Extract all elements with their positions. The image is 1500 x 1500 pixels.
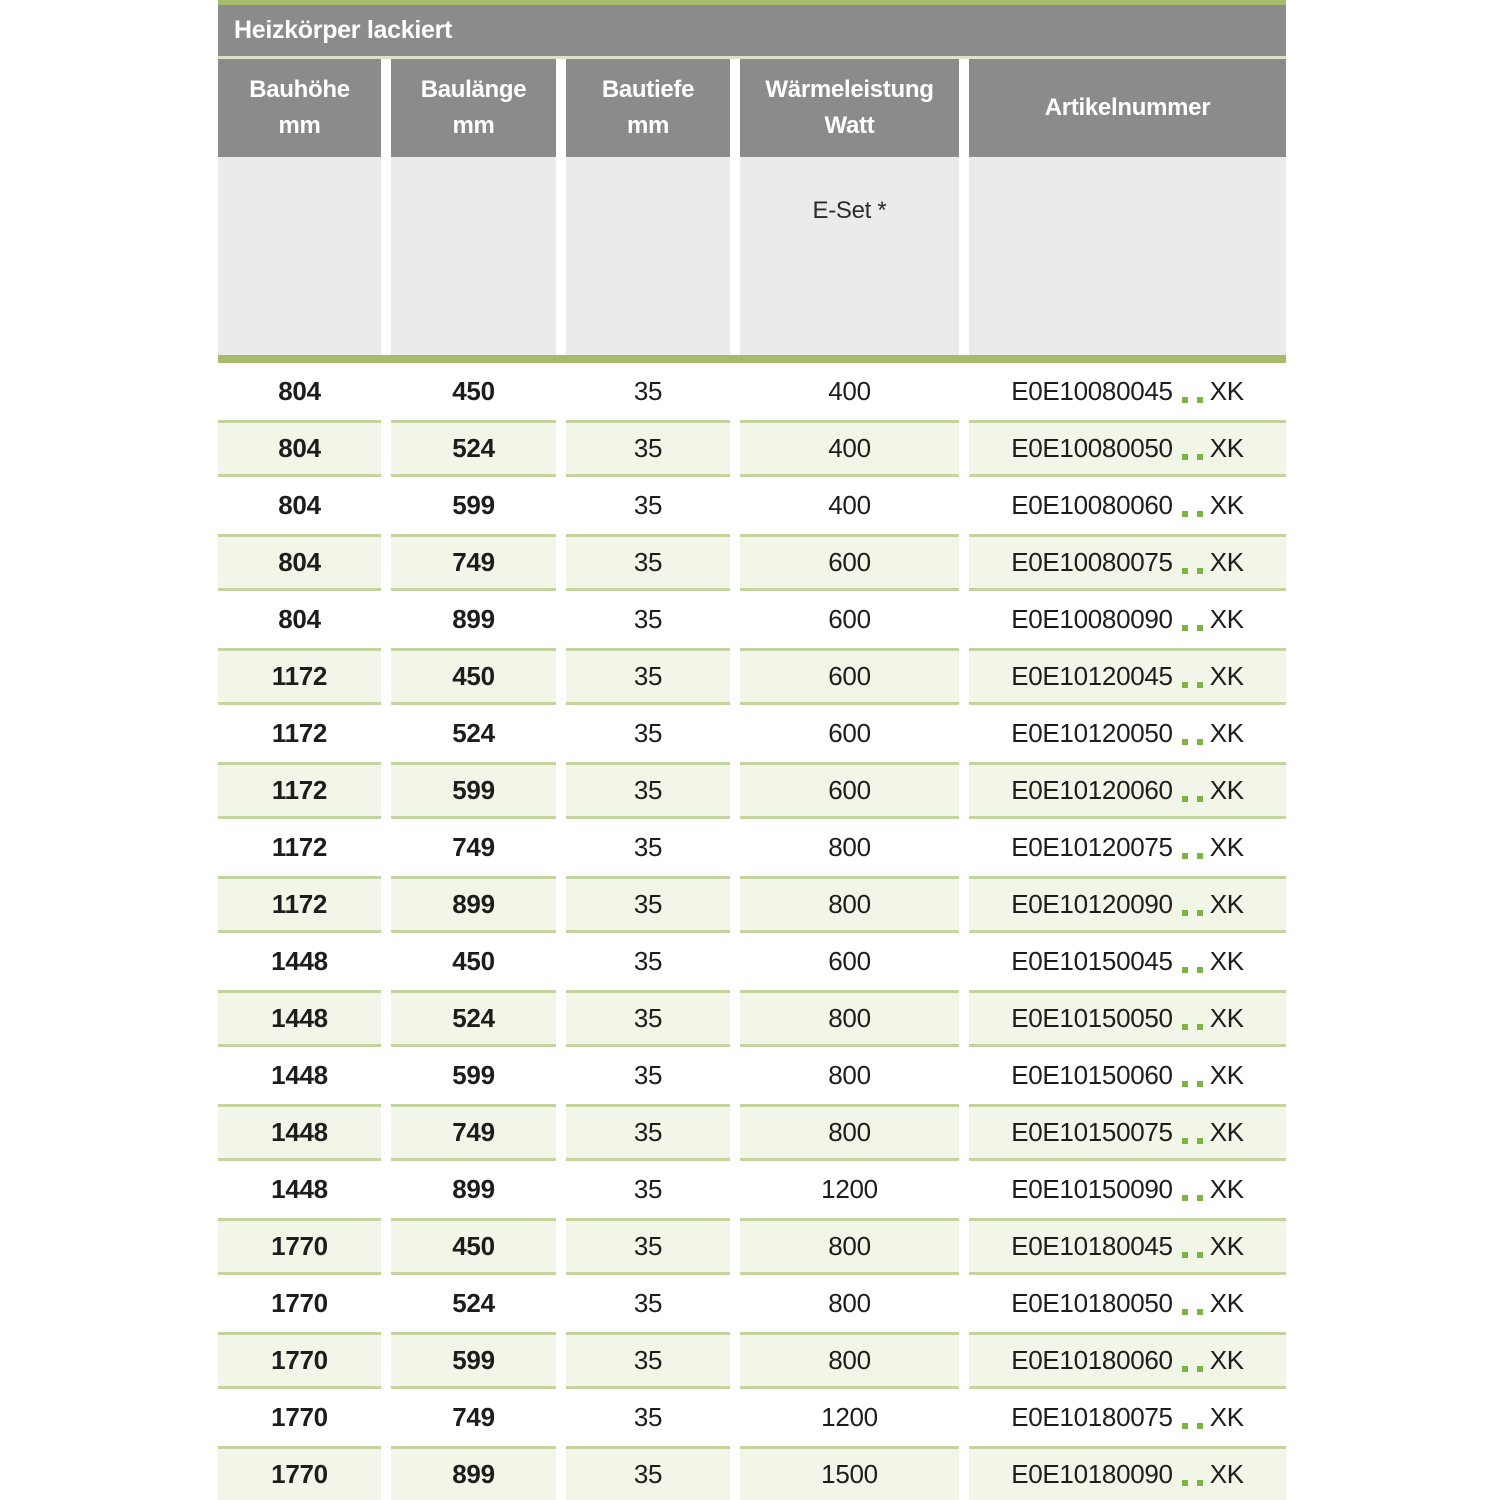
cell-baulaenge: 599 [391, 1047, 556, 1104]
eset-label: E-Set * [812, 197, 887, 224]
cell-bauhoehe: 1770 [218, 1389, 381, 1446]
placeholder-dot-icon [1197, 1081, 1203, 1087]
article-suffix: XK [1209, 1231, 1244, 1261]
placeholder-dot-icon [1182, 1081, 1188, 1087]
cell-artikelnummer [969, 1446, 1286, 1500]
cell-baulaenge: 749 [391, 819, 556, 876]
placeholder-dot-icon [1197, 910, 1203, 916]
placeholder-dot-icon [1182, 397, 1188, 403]
placeholder-dot-icon [1197, 1366, 1203, 1372]
cell-bauhoehe: 1172 [218, 819, 381, 876]
table-row [218, 933, 1286, 990]
cell-artikelnummer [969, 534, 1286, 591]
article-suffix: XK [1209, 1459, 1244, 1489]
subheader-cell-waermeleistung [740, 157, 959, 355]
table-row [218, 1275, 1286, 1332]
cell-artikelnummer [969, 762, 1286, 819]
cell-watt: 800 [740, 1332, 959, 1389]
placeholder-dot-icon [1182, 1480, 1188, 1486]
article-suffix: XK [1209, 775, 1244, 805]
placeholder-dot-icon [1197, 397, 1203, 403]
article-number: E0E10120060 [1011, 775, 1173, 805]
placeholder-dot-icon [1182, 682, 1188, 688]
cell-bautiefe: 35 [566, 363, 730, 420]
placeholder-dot-icon [1182, 1138, 1188, 1144]
header-label: Bauhöhe [249, 76, 350, 103]
cell-bauhoehe: 804 [218, 363, 381, 420]
cell-baulaenge: 749 [391, 534, 556, 591]
article-suffix: XK [1209, 547, 1244, 577]
article-number: E0E10180090 [1011, 1459, 1173, 1489]
cell-watt: 400 [740, 363, 959, 420]
cell-bautiefe: 35 [566, 534, 730, 591]
cell-bauhoehe: 1770 [218, 1275, 381, 1332]
header-label: Wärmeleistung [765, 76, 934, 103]
table-row [218, 477, 1286, 534]
article-number: E0E10180050 [1011, 1288, 1173, 1318]
cell-watt: 400 [740, 420, 959, 477]
rows-container [218, 363, 1286, 1500]
placeholder-dot-icon [1197, 682, 1203, 688]
cell-bautiefe: 35 [566, 705, 730, 762]
table-row [218, 876, 1286, 933]
article-number: E0E10080090 [1011, 604, 1173, 634]
cell-baulaenge: 524 [391, 990, 556, 1047]
cell-bautiefe: 35 [566, 1446, 730, 1500]
article-number: E0E10150050 [1011, 1003, 1173, 1033]
cell-watt: 1500 [740, 1446, 959, 1500]
article-suffix: XK [1209, 376, 1244, 406]
cell-baulaenge: 899 [391, 876, 556, 933]
cell-baulaenge: 899 [391, 1446, 556, 1500]
placeholder-dot-icon [1197, 739, 1203, 745]
cell-artikelnummer [969, 1389, 1286, 1446]
cell-bautiefe: 35 [566, 1104, 730, 1161]
cell-bauhoehe: 1172 [218, 762, 381, 819]
article-suffix: XK [1209, 1060, 1244, 1090]
header-unit: mm [626, 112, 670, 139]
header-label: Artikelnummer [1044, 94, 1211, 121]
article-number: E0E10120075 [1011, 832, 1173, 862]
cell-artikelnummer [969, 990, 1286, 1047]
cell-watt: 600 [740, 534, 959, 591]
cell-watt: 600 [740, 933, 959, 990]
cell-baulaenge: 450 [391, 648, 556, 705]
article-suffix: XK [1209, 1345, 1244, 1375]
cell-bauhoehe: 1172 [218, 705, 381, 762]
article-number: E0E10120050 [1011, 718, 1173, 748]
table-row [218, 819, 1286, 876]
subheader-cell-bautiefe [566, 157, 730, 355]
header-label: Baulänge [420, 76, 527, 103]
cell-watt: 600 [740, 648, 959, 705]
cell-bautiefe: 35 [566, 876, 730, 933]
article-number: E0E10180060 [1011, 1345, 1173, 1375]
cell-bautiefe: 35 [566, 591, 730, 648]
cell-bautiefe: 35 [566, 819, 730, 876]
article-number: E0E10150075 [1011, 1117, 1173, 1147]
cell-bauhoehe: 1448 [218, 1104, 381, 1161]
table-row [218, 1161, 1286, 1218]
cell-watt: 800 [740, 819, 959, 876]
placeholder-dot-icon [1182, 853, 1188, 859]
placeholder-dot-icon [1197, 625, 1203, 631]
cell-bautiefe: 35 [566, 420, 730, 477]
cell-artikelnummer [969, 876, 1286, 933]
article-suffix: XK [1209, 718, 1244, 748]
article-number: E0E10120090 [1011, 889, 1173, 919]
header-unit: mm [278, 112, 321, 139]
subheader-cell-artikelnummer [969, 157, 1286, 355]
article-suffix: XK [1209, 1003, 1244, 1033]
article-suffix: XK [1209, 1402, 1244, 1432]
placeholder-dot-icon [1182, 454, 1188, 460]
cell-artikelnummer [969, 1218, 1286, 1275]
article-suffix: XK [1209, 661, 1244, 691]
article-number: E0E10150060 [1011, 1060, 1173, 1090]
article-suffix: XK [1209, 604, 1244, 634]
cell-watt: 1200 [740, 1161, 959, 1218]
column-header-row [218, 59, 1286, 157]
placeholder-dot-icon [1182, 739, 1188, 745]
table-row [218, 420, 1286, 477]
placeholder-dot-icon [1182, 625, 1188, 631]
table-row [218, 1446, 1286, 1500]
cell-bauhoehe: 1448 [218, 990, 381, 1047]
cell-bauhoehe: 1770 [218, 1218, 381, 1275]
placeholder-dot-icon [1182, 511, 1188, 517]
cell-artikelnummer [969, 1104, 1286, 1161]
table-row [218, 648, 1286, 705]
cell-bauhoehe: 1448 [218, 1161, 381, 1218]
cell-bautiefe: 35 [566, 648, 730, 705]
article-suffix: XK [1209, 946, 1244, 976]
table-row [218, 990, 1286, 1047]
article-suffix: XK [1209, 889, 1244, 919]
placeholder-dot-icon [1182, 1252, 1188, 1258]
cell-bautiefe: 35 [566, 762, 730, 819]
cell-baulaenge: 450 [391, 1218, 556, 1275]
placeholder-dot-icon [1182, 1195, 1188, 1201]
article-suffix: XK [1209, 1174, 1244, 1204]
cell-baulaenge: 749 [391, 1104, 556, 1161]
cell-bautiefe: 35 [566, 1389, 730, 1446]
subheader-row [218, 157, 1286, 355]
cell-bauhoehe: 1448 [218, 1047, 381, 1104]
cell-baulaenge: 524 [391, 1275, 556, 1332]
placeholder-dot-icon [1182, 796, 1188, 802]
cell-bauhoehe: 804 [218, 534, 381, 591]
placeholder-dot-icon [1197, 454, 1203, 460]
cell-artikelnummer [969, 705, 1286, 762]
cell-bauhoehe: 1172 [218, 876, 381, 933]
table-row [218, 762, 1286, 819]
article-suffix: XK [1209, 832, 1244, 862]
article-number: E0E10150090 [1011, 1174, 1173, 1204]
column-header-bauhoehe [218, 59, 381, 157]
placeholder-dot-icon [1182, 967, 1188, 973]
product-table [218, 0, 1286, 1500]
cell-watt: 800 [740, 1047, 959, 1104]
table-row [218, 1047, 1286, 1104]
article-suffix: XK [1209, 1117, 1244, 1147]
cell-bauhoehe: 1770 [218, 1446, 381, 1500]
column-header-bautiefe [566, 59, 730, 157]
placeholder-dot-icon [1197, 1252, 1203, 1258]
cell-bautiefe: 35 [566, 990, 730, 1047]
cell-watt: 400 [740, 477, 959, 534]
cell-baulaenge: 899 [391, 1161, 556, 1218]
placeholder-dot-icon [1197, 511, 1203, 517]
article-number: E0E10080050 [1011, 433, 1173, 463]
cell-baulaenge: 899 [391, 591, 556, 648]
cell-bauhoehe: 1770 [218, 1332, 381, 1389]
subheader-cell-baulaenge [391, 157, 556, 355]
cell-watt: 800 [740, 876, 959, 933]
placeholder-dot-icon [1182, 1366, 1188, 1372]
header-unit: Watt [824, 112, 875, 139]
placeholder-dot-icon [1197, 853, 1203, 859]
cell-baulaenge: 450 [391, 933, 556, 990]
header-unit: mm [452, 112, 495, 139]
table-row [218, 534, 1286, 591]
cell-baulaenge: 524 [391, 705, 556, 762]
cell-artikelnummer [969, 819, 1286, 876]
cell-artikelnummer [969, 591, 1286, 648]
cell-artikelnummer [969, 1332, 1286, 1389]
cell-bautiefe: 35 [566, 1332, 730, 1389]
cell-bauhoehe: 804 [218, 420, 381, 477]
column-header-artikelnummer [969, 59, 1286, 157]
column-header-waermeleistung [740, 59, 959, 157]
cell-baulaenge: 524 [391, 420, 556, 477]
cell-watt: 800 [740, 990, 959, 1047]
article-number: E0E10180045 [1011, 1231, 1173, 1261]
cell-watt: 600 [740, 705, 959, 762]
cell-artikelnummer [969, 363, 1286, 420]
placeholder-dot-icon [1182, 1423, 1188, 1429]
table-title: Heizkörper lackiert [234, 16, 453, 44]
header-body-green-divider [218, 355, 1286, 363]
placeholder-dot-icon [1197, 1309, 1203, 1315]
article-number: E0E10180075 [1011, 1402, 1173, 1432]
cell-watt: 800 [740, 1275, 959, 1332]
table-title-bar [218, 5, 1286, 56]
placeholder-dot-icon [1182, 1309, 1188, 1315]
table-row [218, 1332, 1286, 1389]
cell-bautiefe: 35 [566, 1275, 730, 1332]
placeholder-dot-icon [1197, 1195, 1203, 1201]
placeholder-dot-icon [1197, 1138, 1203, 1144]
article-suffix: XK [1209, 490, 1244, 520]
cell-bautiefe: 35 [566, 1047, 730, 1104]
table-row [218, 1389, 1286, 1446]
cell-watt: 1200 [740, 1389, 959, 1446]
cell-bautiefe: 35 [566, 933, 730, 990]
article-number: E0E10120045 [1011, 661, 1173, 691]
cell-baulaenge: 599 [391, 762, 556, 819]
table-row [218, 363, 1286, 420]
cell-bauhoehe: 1448 [218, 933, 381, 990]
cell-baulaenge: 749 [391, 1389, 556, 1446]
placeholder-dot-icon [1182, 1024, 1188, 1030]
cell-baulaenge: 450 [391, 363, 556, 420]
article-number: E0E10080060 [1011, 490, 1173, 520]
placeholder-dot-icon [1197, 1480, 1203, 1486]
cell-watt: 600 [740, 591, 959, 648]
cell-artikelnummer [969, 477, 1286, 534]
placeholder-dot-icon [1182, 910, 1188, 916]
article-number: E0E10080075 [1011, 547, 1173, 577]
table-row [218, 1218, 1286, 1275]
table-row [218, 1104, 1286, 1161]
column-header-baulaenge [391, 59, 556, 157]
cell-artikelnummer [969, 1161, 1286, 1218]
placeholder-dot-icon [1197, 967, 1203, 973]
cell-watt: 800 [740, 1104, 959, 1161]
cell-artikelnummer [969, 420, 1286, 477]
cell-watt: 800 [740, 1218, 959, 1275]
subheader-cell-bauhoehe [218, 157, 381, 355]
cell-artikelnummer [969, 933, 1286, 990]
cell-bauhoehe: 804 [218, 477, 381, 534]
cell-bautiefe: 35 [566, 477, 730, 534]
placeholder-dot-icon [1197, 796, 1203, 802]
table-row [218, 591, 1286, 648]
header-label: Bautiefe [601, 76, 695, 103]
article-suffix: XK [1209, 433, 1244, 463]
cell-artikelnummer [969, 1047, 1286, 1104]
cell-artikelnummer [969, 1275, 1286, 1332]
placeholder-dot-icon [1197, 1423, 1203, 1429]
cell-baulaenge: 599 [391, 477, 556, 534]
placeholder-dot-icon [1182, 568, 1188, 574]
article-number: E0E10150045 [1011, 946, 1173, 976]
cell-bauhoehe: 1172 [218, 648, 381, 705]
cell-bautiefe: 35 [566, 1218, 730, 1275]
cell-artikelnummer [969, 648, 1286, 705]
article-number: E0E10080045 [1011, 376, 1173, 406]
placeholder-dot-icon [1197, 1024, 1203, 1030]
cell-bautiefe: 35 [566, 1161, 730, 1218]
placeholder-dot-icon [1197, 568, 1203, 574]
table-row [218, 705, 1286, 762]
cell-bauhoehe: 804 [218, 591, 381, 648]
article-suffix: XK [1209, 1288, 1244, 1318]
cell-watt: 600 [740, 762, 959, 819]
cell-baulaenge: 599 [391, 1332, 556, 1389]
